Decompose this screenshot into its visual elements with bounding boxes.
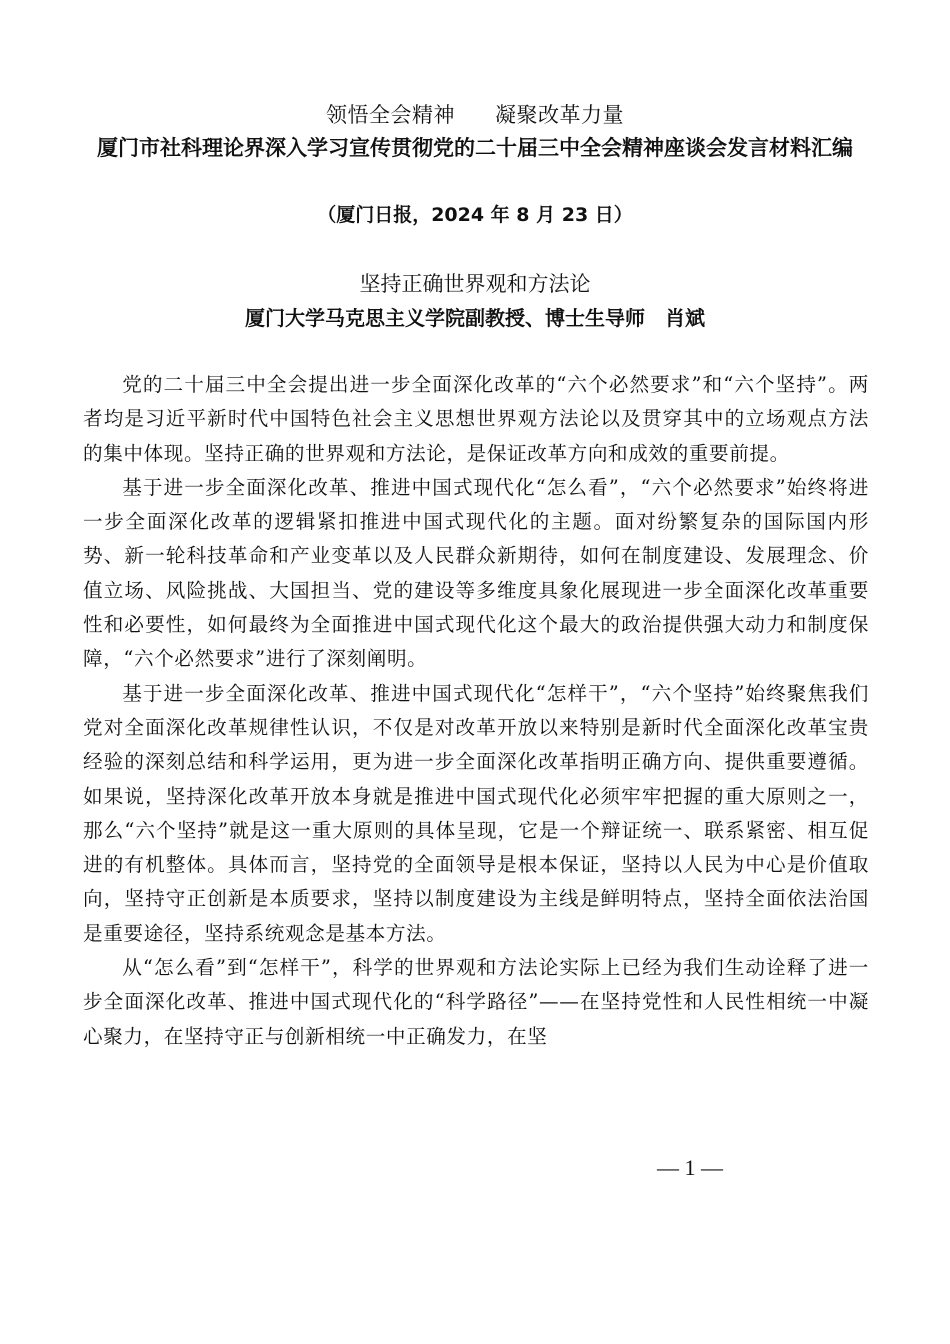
page-number: — 1 — [657, 1155, 723, 1180]
body-paragraph: 基于进一步全面深化改革、推进中国式现代化“怎么看”，“六个必然要求”始终将进一步全面深化改革的逻辑紧扣推进中国式现代化的主题。面对纷繁复杂的国际国内形势、新一轮科技革命和产业变革以及人民群众新期待，如何在制度建设、发展理念、价值立场、风险挑战、大国担当、党的建设等多维度具象化展现进一步全面深化改革重要性和必要性，如何最终为全面推进中国式现代化这个最大的政治提供强大动力和制度保障，“六个必然要求”进行了深刻阐明。 [83, 475, 869, 671]
body-paragraph: 基于进一步全面深化改革、推进中国式现代化“怎样干”，“六个坚持”始终聚焦我们党对全面深化改革规律性认识，不仅是对改革开放以来特别是新时代全面深化改革宝贵经验的深刻总结和科学运用，更为进一步全面深化改革指明正确方向、提供重要遵循。如果说，坚持深化改革开放本身就是推进中国式现代化必须牢牢把握的重大原则之一，那么“六个坚持”就是这一重大原则的具体呈现，它是一个辩证统一、联系紧密、相互促进的有机整体。具体而言，坚持党的全面领导是根本保证，坚持以人民为中心是价值取向，坚持守正创新是本质要求，坚持以制度建设为主线是鲜明特点，坚持全面依法治国是重要途径，坚持系统观念是基本方法。 [83, 681, 869, 945]
body-paragraph: 党的二十届三中全会提出进一步全面深化改革的“六个必然要求”和“六个坚持”。两者均是习近平新时代中国特色社会主义思想世界观方法论以及贯穿其中的立场观点方法的集中体现。坚持正确的世界观和方法论，是保证改革方向和成效的重要前提。 [83, 373, 869, 465]
document-source: （厦门日报，2024 年 8 月 23 日） [317, 204, 633, 226]
document-main-title [80, 99, 870, 131]
title-part-1: 领悟全会精神 [326, 103, 455, 127]
document-subtitle: 厦门市社科理论界深入学习宣传贯彻党的二十届三中全会精神座谈会发言材料汇编 [97, 135, 853, 160]
article-body [83, 368, 869, 1054]
article-author: 厦门大学马克思主义学院副教授、博士生导师 肖斌 [245, 306, 705, 330]
article-title: 坚持正确世界观和方法论 [359, 272, 591, 296]
title-part-2: 凝聚改革力量 [495, 103, 624, 127]
body-paragraph: 从“怎么看”到“怎样干”，科学的世界观和方法论实际上已经为我们生动诠释了进一步全面深化改革、推进中国式现代化的“科学路径”——在坚持党性和人民性相统一中凝心聚力，在坚持守正与创新相统一中正确发力，在坚 [83, 956, 869, 1048]
